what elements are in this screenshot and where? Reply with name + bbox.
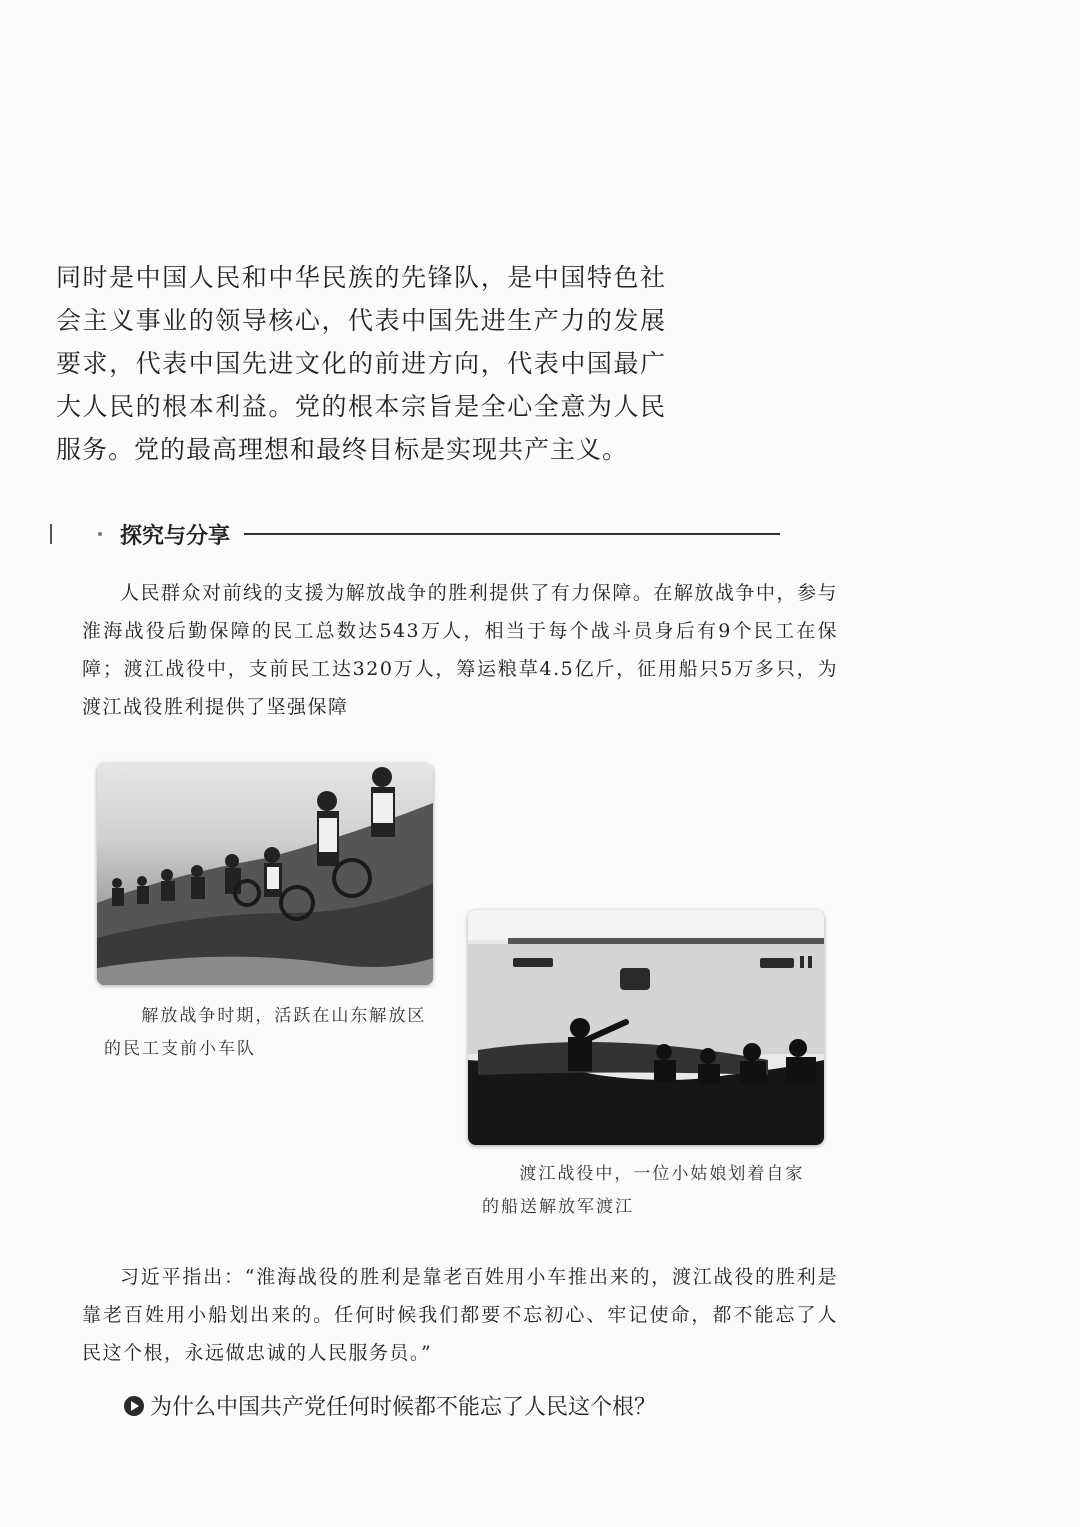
photo-caption-1 — [104, 1000, 434, 1066]
section-dot-icon — [98, 532, 102, 536]
explore-text-2: 习近平指出：“淮海战役的胜利是靠老百姓用小车推出来的，渡江战役的胜利是靠老百姓用小船划出来的。任何时候我们都要不忘初心、牢记使命，都不能忘了人民这个根，永远做忠诚的人民服务员。” — [82, 1266, 838, 1364]
play-bullet-icon — [124, 1396, 144, 1416]
discussion-question — [124, 1390, 656, 1421]
caption-text-2: 渡江战役中，一位小姑娘划着自家的船送解放军渡江 — [482, 1164, 805, 1217]
section-divider — [244, 533, 780, 535]
intro-text: 同时是中国人民和中华民族的先锋队，是中国特色社会主义事业的领导核心，代表中国先进生产力的发展要求，代表中国先进文化的前进方向，代表中国最广大人民的根本利益。党的根本宗旨是全心全意为人民服务。党的最高理想和最终目标是实现共产主义。 — [56, 263, 666, 464]
explore-paragraph-1 — [82, 574, 838, 726]
question-text: 为什么中国共产党任何时候都不能忘了人民这个根？ — [150, 1395, 657, 1420]
caption-text-1: 解放战争时期，活跃在山东解放区的民工支前小车队 — [104, 1006, 427, 1059]
section-marker — [50, 524, 56, 544]
section-header — [50, 517, 780, 551]
photo-caption-2 — [482, 1158, 812, 1224]
explore-paragraph-2 — [82, 1258, 838, 1372]
photo-wheelbarrow-team — [97, 763, 433, 985]
section-title: 探究与分享 — [120, 523, 231, 549]
intro-paragraph — [56, 256, 666, 471]
explore-text-1: 人民群众对前线的支援为解放战争的胜利提供了有力保障。在解放战争中，参与淮海战役后勤保障的民工总数达543万人，相当于每个战斗员身后有9个民工在保障；渡江战役中，支前民工达320万人，筹运粮草4.5亿斤，征用船只5万多只，为渡江战役胜利提供了坚强保障 — [82, 582, 838, 718]
photo-river-crossing-boat — [468, 910, 824, 1145]
